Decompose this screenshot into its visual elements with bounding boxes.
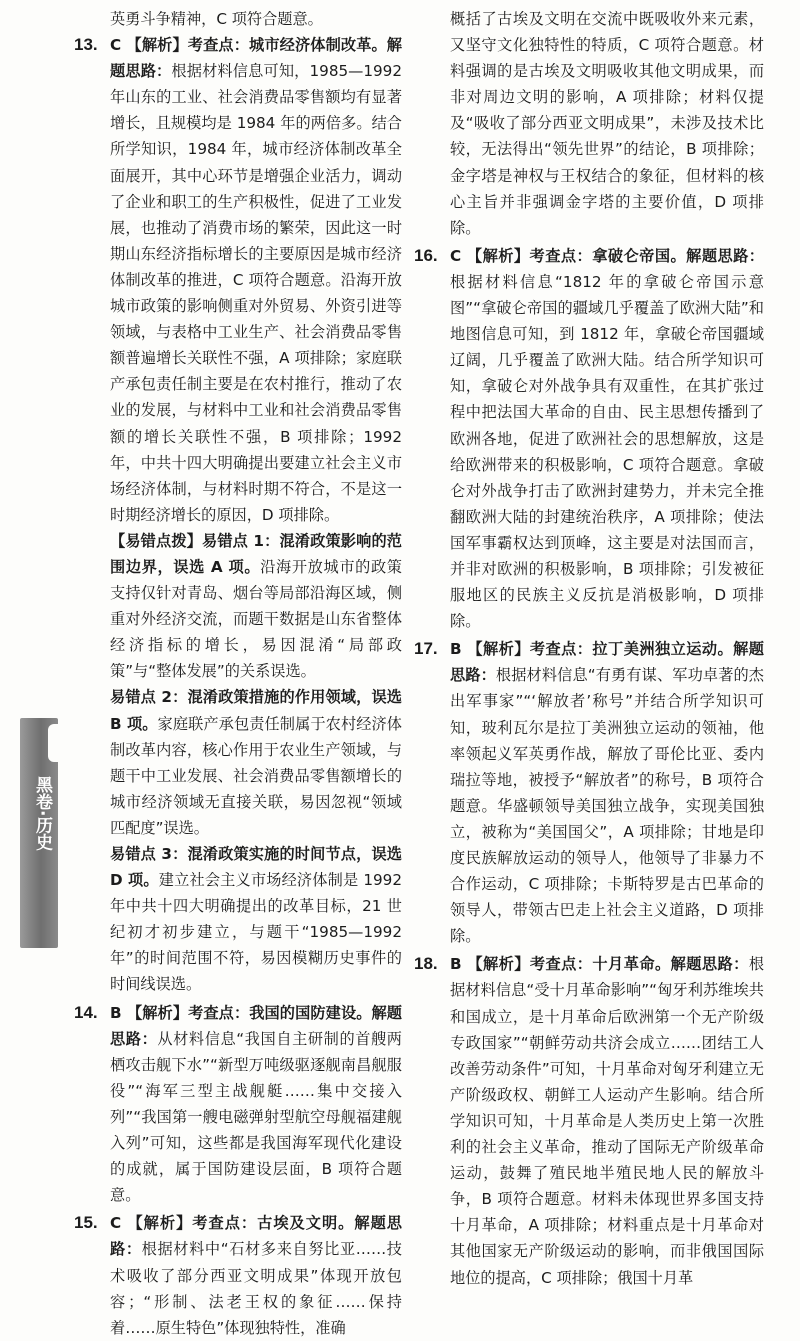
answer-16	[414, 243, 764, 634]
question-number: 13.	[74, 35, 98, 55]
carry-text-left: 英勇斗争精神，C 项符合题意。	[110, 10, 323, 28]
tip-body: 沿海开放城市的政策支持仅针对青岛、烟台等局部沿海区域，侧重对外经济交流，而题干数据是山东省整体经济指标的增长，易因混淆“局部政策”与“整体发展”的关系误选。	[110, 557, 402, 681]
tip-3	[80, 841, 402, 998]
right-column	[414, 6, 764, 1291]
tip-body: 家庭联产承包责任制属于农村经济体制改革内容，核心作用于农业生产领域，与题干中工业发展、社会消费品零售额增长的城市经济领域无直接关联，易因忽视“领域匹配度”误选。	[110, 714, 402, 837]
answer-head: B 【解析】考查点：我国的国防建设。解题思路：	[110, 1003, 402, 1048]
answer-13	[74, 32, 402, 528]
answer-head: B 【解析】考查点：拉丁美洲独立运动。解题思路：	[450, 640, 764, 685]
side-tab-label: 黑卷·历史	[32, 776, 52, 851]
answer-body: 根据材料信息“有勇有谋、军功卓著的杰出军事家”“‘解放者’称号”并结合所学知识可知，玻利瓦尔是拉丁美洲独立运动的领袖，他率领起义军英勇作战，解放了哥伦比亚、委内瑞拉等地，被授予“解放者”的称号，B 项符合题意。华盛顿领导美国独立战争，实现美国独立，被称为“美国国父”，A 项排除；甘地是印度民族解放运动的领导人，他领导了非暴力不合作运动，C 项排除；卡斯特罗是古巴革命的领导人，带领古巴走上社会主义道路，D 项排除。	[450, 666, 764, 946]
left-column	[74, 6, 402, 1341]
answer-head: C 【解析】考查点：拿破仑帝国。解题思路：	[450, 246, 764, 265]
question-number: 15.	[74, 1213, 98, 1233]
answer-14	[74, 1000, 402, 1209]
answer-head: C 【解析】考查点：古埃及文明。解题思路：	[110, 1214, 402, 1259]
answer-15	[74, 1210, 402, 1340]
answer-body: 根据材料信息“受十月革命影响”“匈牙利苏维埃共和国成立，是十月革命后欧洲第一个无产阶级专政国家”“朝鲜劳动共济会成立……团结工人改善劳动条件”可知，十月革命对匈牙利建立无产阶级政权、朝鲜工人运动产生影响。结合所学知识可知，十月革命是人类历史上第一次胜利的社会主义革命，推动了国际无产阶级革命运动，鼓舞了殖民地半殖民地人民的解放斗争，B 项符合题意。材料未体现世界多国支持十月革命，A 项排除；材料重点是十月革命对其他国家无产阶级运动的影响，而非俄国国际地位的提高，C 项排除；俄国十月革	[450, 955, 764, 1287]
answer-body: 从材料信息“我国自主研制的首艘两栖攻击舰下水”“新型万吨级驱逐舰南昌舰服役”“海军三型主战舰艇……集中交接入列”“我国第一艘电磁弹射型航空母舰福建舰入列”可知，这些都是我国海军现代化建设的成就，属于国防建设层面，B 项符合题意。	[110, 1029, 402, 1205]
tip-head: 易错点 3：混淆政策实施的时间节点，误选 D 项。	[110, 845, 402, 890]
answer-body: 根据材料信息可知，1985—1992 年山东的工业、社会消费品零售额均有显著增长，且规模均是 1984 年的两倍多。结合所学知识，1984 年，城市经济体制改革全面展开，其中心环节是增强企业活力，调动了企业和职工的生产积极性，促进了工业发展，也推动了消费市场的繁荣，因此这一时期山东经济指标增长的主要原因是城市经济体制改革的推进，C 项符合题意。沿海开放城市政策的影响侧重对外贸易、外资引进等领域，与表格中工业生产、社会消费品零售额普遍增长关联性不强，A 项排除；家庭联产承包责任制主要是在农村推行，推动了农业的发展，与材料中工业和社会消费品零售额的增长关联性不强，B 项排除；1992 年，中共十四大明确提出要建立社会主义市场经济体制，与材料时期不符合，不是这一时期经济增长的原因，D 项排除。	[110, 62, 402, 524]
question-number: 17.	[414, 639, 438, 659]
question-number: 16.	[414, 245, 438, 265]
answer-18	[414, 951, 764, 1290]
tab-notch	[48, 724, 58, 762]
side-section-tab	[20, 718, 58, 948]
tip-2	[80, 684, 402, 841]
tip-head: 【易错点拨】易错点 1：混淆政策影响的范围边界，误选 A 项。	[110, 531, 402, 576]
answer-head: B 【解析】考查点：十月革命。解题思路：	[450, 955, 749, 974]
answer-body: 根据材料信息“1812 年的拿破仑帝国示意图”“拿破仑帝国的疆域几乎覆盖了欧洲大陆”和地图信息可知，到 1812 年，拿破仑帝国疆域辽阔，几乎覆盖了欧洲大陆。结合所学知识可知，拿破仑对外战争具有双重性，在其扩张过程中把法国大革命的自由、民主思想传播到了欧洲各地，促进了欧洲社会的思想解放，这是给欧洲带来的积极影响，C 项符合题意。拿破仑对外战争打击了欧洲封建势力，并未完全推翻欧洲大陆的封建统治秩序，A 项排除；使法国军事霸权达到顶峰，这主要是对法国而言，并非对欧洲的积极影响，B 项排除；引发被征服地区的民族主义反抗是消极影响，D 项排除。	[450, 272, 764, 631]
question-number: 14.	[74, 1002, 98, 1022]
tip-1	[80, 528, 402, 685]
tip-head: 易错点 2：混淆政策措施的作用领域，误选 B 项。	[110, 688, 402, 733]
tip-body: 建立社会主义市场经济体制是 1992 年中共十四大明确提出的改革目标，21 世纪初才初步建立，与题干“1985—1992 年”的时间范围不符，易因模糊历史事件的时间线误选。	[110, 871, 402, 994]
question-number: 18.	[414, 954, 438, 974]
answer-body: 根据材料中“石材多来自努比亚……技术吸收了部分西亚文明成果”体现开放包容；“形制、法老王权的象征……保持着……原生特色”体现独特性，准确	[110, 1240, 402, 1337]
answer-head: C 【解析】考查点：城市经济体制改革。解题思路：	[110, 36, 402, 81]
answer-17	[414, 636, 764, 949]
carry-text-right: 概括了古埃及文明在交流中既吸收外来元素，又坚守文化独特性的特质，C 项符合题意。材料强调的是古埃及文明吸收其他文明成果，而非对周边文明的影响，A 项排除；材料仅提及“吸收了部分西亚文明成果”，未涉及技术比较，无法得出“领先世界”的结论，B 项排除；金字塔是神权与王权结合的象征，但材料的核心主旨并非强调金字塔的主要价值，D 项排除。	[450, 10, 764, 237]
